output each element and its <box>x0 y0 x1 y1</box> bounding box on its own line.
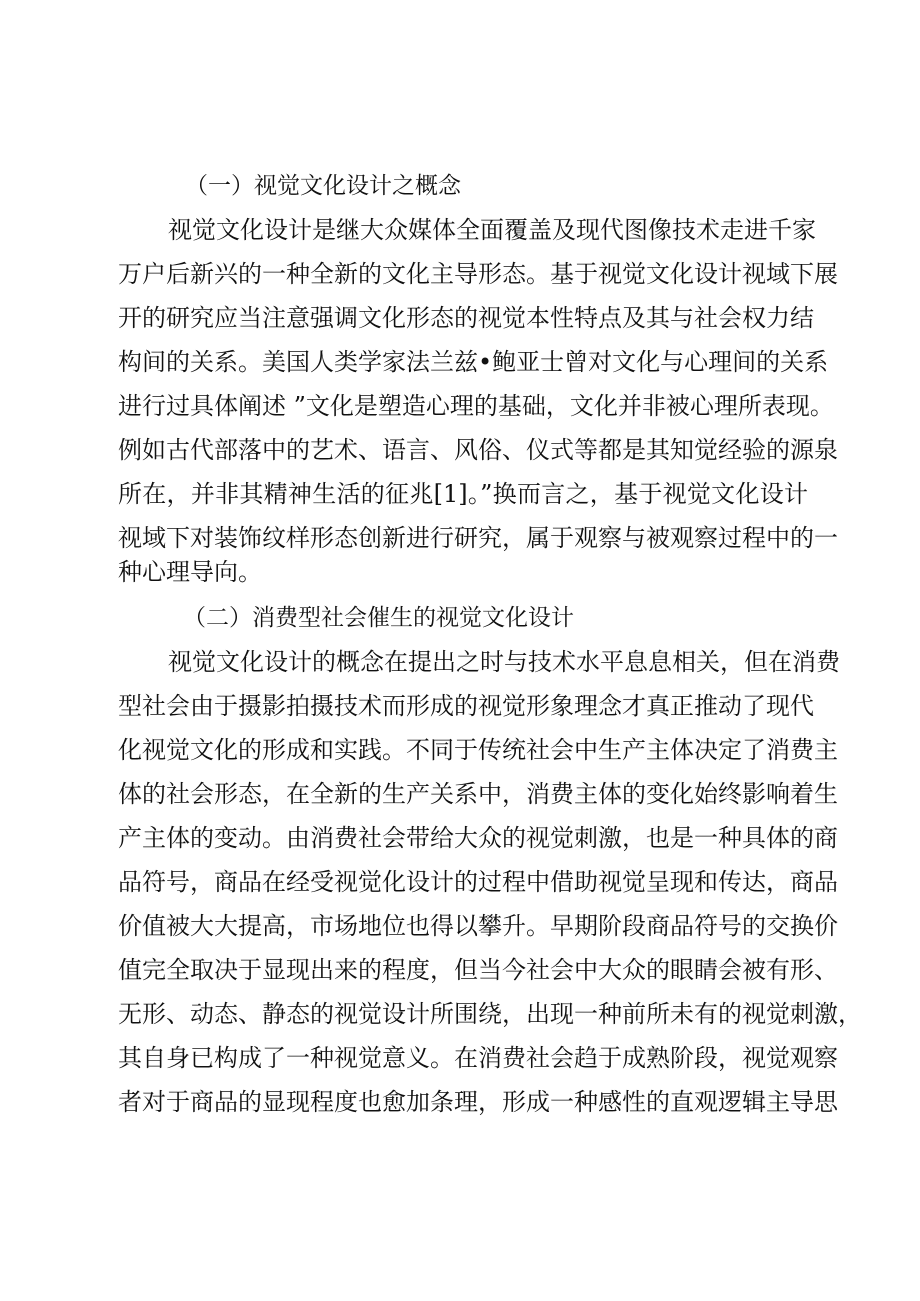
section-heading-1: （一）视觉文化设计之概念 <box>185 173 461 199</box>
paragraph-2-line: 产主体的变动。由消费社会带给大众的视觉刺激，也是一种具体的商 <box>118 824 838 852</box>
paragraph-2-line: 化视觉文化的形成和实践。不同于传统社会中生产主体决定了消费主 <box>118 736 838 764</box>
paragraph-2-line: 无形、动态、静态的视觉设计所围绕，出现一种前所未有的视觉刺激， <box>118 1000 862 1028</box>
paragraph-2-line: 者对于商品的显现程度也愈加条理，形成一种感性的直观逻辑主导思 <box>118 1088 838 1116</box>
section-heading-2: （二）消费型社会催生的视觉文化设计 <box>183 605 574 631</box>
paragraph-2-line: 价值被大大提高，市场地位也得以攀升。早期阶段商品符号的交换价 <box>118 912 838 940</box>
paragraph-2-line: 其自身已构成了一种视觉意义。在消费社会趋于成熟阶段，视觉观察 <box>118 1044 838 1072</box>
paragraph-2-line: 视觉文化设计的概念在提出之时与技术水平息息相关，但在消费 <box>168 648 840 676</box>
paragraph-2-line: 品符号，商品在经受视觉化设计的过程中借助视觉呈现和传达，商品 <box>118 868 838 896</box>
paragraph-1-line: 视域下对装饰纹样形态创新进行研究，属于观察与被观察过程中的一 <box>118 524 838 552</box>
paragraph-1-line: 所在，并非其精神生活的征兆[1]。”换而言之，基于视觉文化设计 <box>118 480 808 508</box>
paragraph-1-line: 种心理导向。 <box>118 558 262 586</box>
paragraph-1-line: 构间的关系。美国人类学家法兰兹•鲍亚士曾对文化与心理间的关系 <box>118 348 829 376</box>
paragraph-1-line: 视觉文化设计是继大众媒体全面覆盖及现代图像技术走进千家 <box>168 216 816 244</box>
paragraph-2-line: 体的社会形态，在全新的生产关系中，消费主体的变化始终影响着生 <box>118 780 838 808</box>
paragraph-2-line: 型社会由于摄影拍摄技术而形成的视觉形象理念才真正推动了现代 <box>118 692 814 720</box>
paragraph-1-line: 进行过具体阐述 ”文化是塑造心理的基础，文化并非被心理所表现。 <box>118 392 834 420</box>
paragraph-1-line: 开的研究应当注意强调文化形态的视觉本性特点及其与社会权力结 <box>118 304 814 332</box>
paragraph-1-line: 例如古代部落中的艺术、语言、风俗、仪式等都是其知觉经验的源泉 <box>118 436 838 464</box>
paragraph-2-line: 值完全取决于显现出来的程度，但当今社会中大众的眼睛会被有形、 <box>118 956 838 984</box>
paragraph-1-line: 万户后新兴的一种全新的文化主导形态。基于视觉文化设计视域下展 <box>118 260 838 288</box>
